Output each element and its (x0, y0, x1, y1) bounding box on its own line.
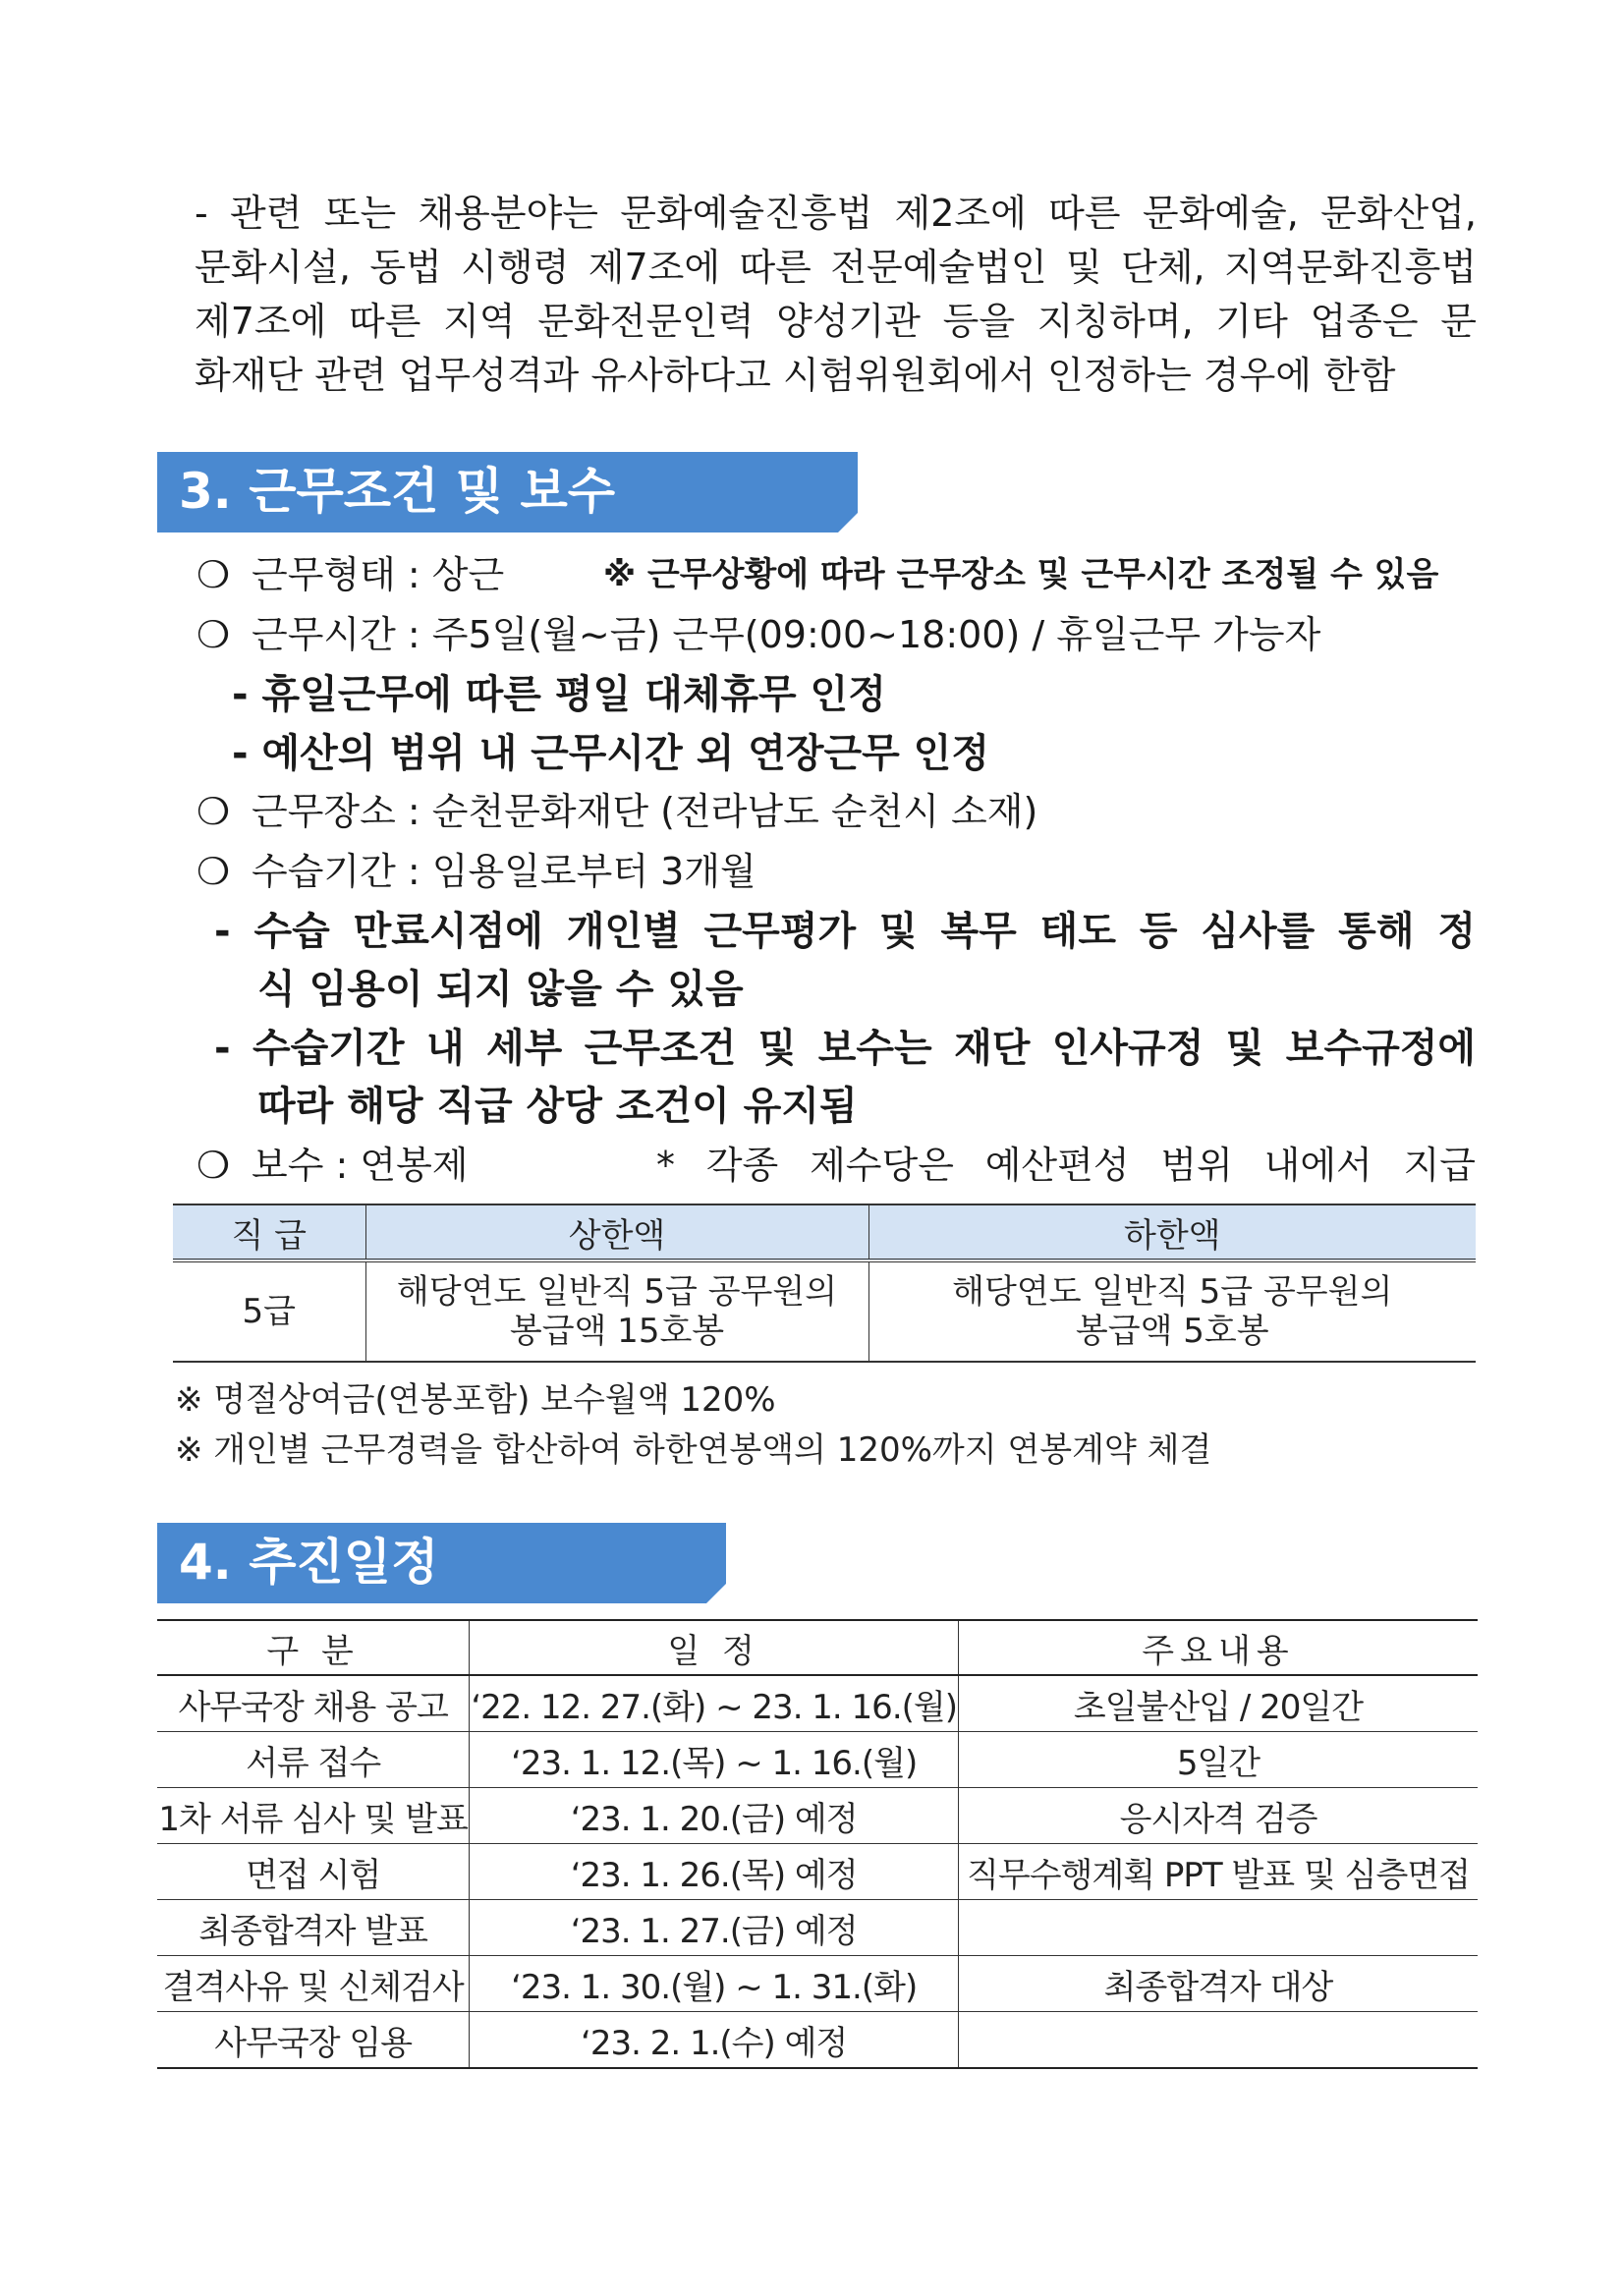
stage-cell: 사무국장 임용 (157, 2012, 470, 2069)
table-row (157, 1788, 1478, 1844)
schedule-table (157, 1619, 1478, 2069)
intro-line: 제7조에 따른 지역 문화전문인력 양성기관 등을 지칭하며, 기타 업종은 문 (195, 300, 1477, 343)
date-cell: ‘23. 1. 12.(목) ~ 1. 16.(월) (470, 1732, 959, 1788)
section-3-heading (157, 452, 858, 532)
work-hours-text: 근무시간 : 주5일(월~금) 근무(09:00~18:00) / 휴일근무 가능자 (252, 613, 1321, 656)
table-row (157, 1844, 1478, 1900)
stage-cell: 사무국장 채용 공고 (157, 1675, 470, 1732)
date-cell: ‘23. 1. 20.(금) 예정 (470, 1788, 959, 1844)
date-cell: ‘23. 2. 1.(수) 예정 (470, 2012, 959, 2069)
salary-note: * 각종 제수당은 예산편성 범위 내에서 지급 (656, 1144, 1476, 1187)
circle-bullet-icon: ❍ (196, 553, 231, 596)
probation-sub1-line1: - 수습 만료시점에 개인별 근무평가 및 복무 태도 등 심사를 통해 정 (214, 909, 1476, 954)
table-row (157, 1732, 1478, 1788)
date-cell: ‘23. 1. 30.(월) ~ 1. 31.(화) (470, 1956, 959, 2012)
salary-table-header (173, 1204, 1476, 1260)
work-hours-sub2: - 예산의 범위 내 근무시간 외 연장근무 인정 (232, 731, 989, 776)
circle-bullet-icon: ❍ (196, 613, 231, 656)
probation-sub1-line2: 식 임용이 되지 않을 수 있음 (257, 967, 744, 1012)
content-cell: 초일불산입 / 20일간 (959, 1675, 1479, 1732)
intro-line: 문화시설, 동법 시행령 제7조에 따른 전문예술법인 및 단체, 지역문화진흥법 (195, 246, 1477, 289)
table-row (157, 1675, 1478, 1732)
date-cell: ‘23. 1. 27.(금) 예정 (470, 1900, 959, 1956)
stage-cell: 서류 접수 (157, 1732, 470, 1788)
table-row (157, 2012, 1478, 2069)
intro-paragraph (195, 187, 1477, 403)
content-cell: 응시자격 검증 (959, 1788, 1479, 1844)
probation-sub2-line2: 따라 해당 직급 상당 조건이 유지됨 (257, 1084, 858, 1129)
bullet-work-hours (196, 609, 1320, 660)
column-header: 하한액 (868, 1204, 1476, 1260)
circle-bullet-icon: ❍ (196, 790, 231, 833)
bullet-work-place (196, 786, 1037, 837)
intro-line: 화재단 관련 업무성격과 유사하다고 시험위원회에서 인정하는 경우에 한함 (195, 354, 1396, 397)
column-header: 상한액 (365, 1204, 868, 1260)
content-cell (959, 1900, 1479, 1956)
work-place-text: 근무장소 : 순천문화재단 (전라남도 순천시 소재) (252, 790, 1038, 833)
date-cell: ‘22. 12. 27.(화) ~ 23. 1. 16.(월) (470, 1675, 959, 1732)
content-cell: 직무수행계획 PPT 발표 및 심층면접 (959, 1844, 1479, 1900)
upper-limit-cell (365, 1260, 868, 1362)
column-header: 주요내용 (959, 1620, 1479, 1675)
section-4-title: 4. 추진일정 (179, 1534, 439, 1591)
circle-bullet-icon: ❍ (196, 1144, 231, 1187)
circle-bullet-icon: ❍ (196, 850, 231, 893)
table-row (173, 1260, 1476, 1362)
intro-line: - 관련 또는 채용분야는 문화예술진흥법 제2조에 따른 문화예술, 문화산업, (195, 192, 1477, 235)
section-4-heading (157, 1523, 726, 1603)
work-hours-sub1: - 휴일근무에 따른 평일 대체휴무 인정 (232, 672, 886, 717)
probation-sub2-line1: - 수습기간 내 세부 근무조건 및 보수는 재단 인사규정 및 보수규정에 (214, 1026, 1476, 1071)
salary-table (173, 1204, 1476, 1363)
column-header: 일 정 (470, 1620, 959, 1675)
probation-text: 수습기간 : 임용일로부터 3개월 (252, 850, 756, 893)
salary-text: 보수 : 연봉제 (252, 1144, 469, 1187)
work-type-note: ※ 근무상황에 따라 근무장소 및 근무시간 조정될 수 있음 (603, 555, 1439, 594)
cell-line: 해당연도 일반직 5급 공무원의 (952, 1272, 1393, 1312)
remark-bonus: ※ 명절상여금(연봉포함) 보수월액 120% (175, 1380, 776, 1420)
remark-contract: ※ 개인별 근무경력을 합산하여 하한연봉액의 120%까지 연봉계약 체결 (175, 1430, 1212, 1470)
schedule-table-header (157, 1620, 1478, 1675)
content-cell: 최종합격자 대상 (959, 1956, 1479, 2012)
bullet-salary (196, 1140, 469, 1191)
work-type-text: 근무형태 : 상근 (252, 553, 505, 596)
bullet-work-type (196, 549, 504, 600)
cell-line: 해당연도 일반직 5급 공무원의 (396, 1272, 838, 1312)
stage-cell: 결격사유 및 신체검사 (157, 1956, 470, 2012)
section-3-title: 3. 근무조건 및 보수 (179, 463, 616, 520)
lower-limit-cell (868, 1260, 1476, 1362)
table-row (157, 1956, 1478, 2012)
cell-line: 봉급액 5호봉 (1075, 1312, 1269, 1351)
content-cell: 5일간 (959, 1732, 1479, 1788)
content-cell (959, 2012, 1479, 2069)
column-header: 구 분 (157, 1620, 470, 1675)
table-row (157, 1900, 1478, 1956)
cell-line: 봉급액 15호봉 (509, 1312, 725, 1351)
stage-cell: 최종합격자 발표 (157, 1900, 470, 1956)
stage-cell: 면접 시험 (157, 1844, 470, 1900)
grade-cell: 5급 (173, 1260, 365, 1362)
stage-cell: 1차 서류 심사 및 발표 (157, 1788, 470, 1844)
bullet-probation (196, 846, 756, 897)
column-header: 직 급 (173, 1204, 365, 1260)
date-cell: ‘23. 1. 26.(목) 예정 (470, 1844, 959, 1900)
